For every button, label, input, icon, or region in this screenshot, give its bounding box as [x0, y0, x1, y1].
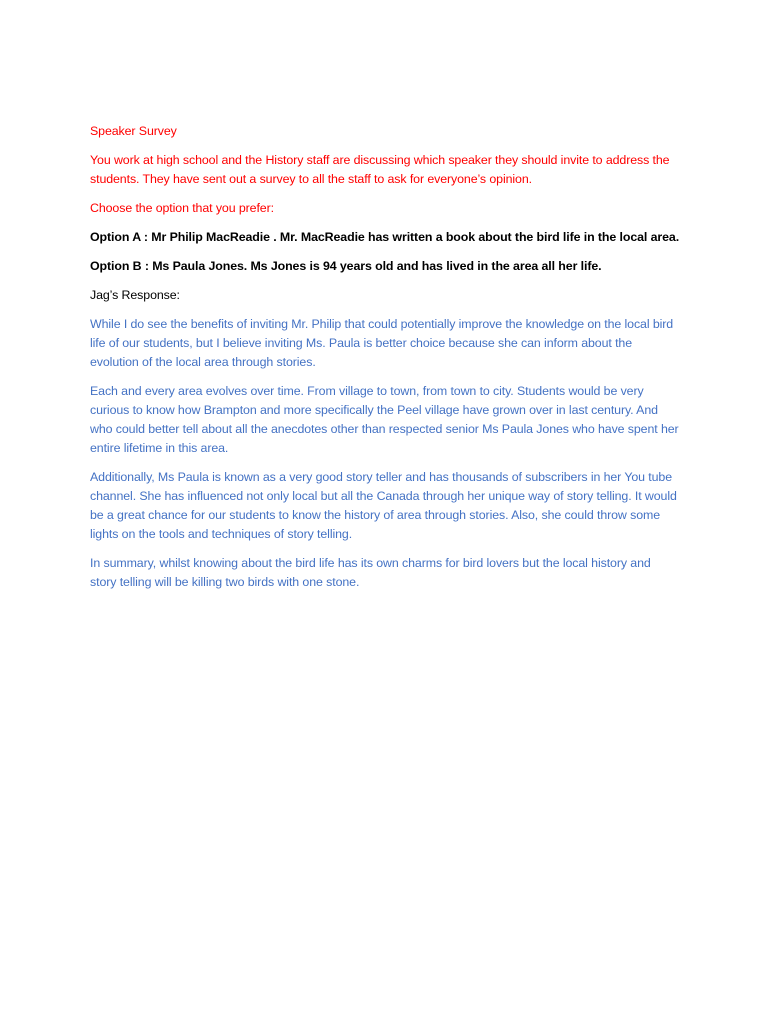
- response-paragraph-1: While I do see the benefits of inviting Mr. Philip that could potentially improve the knowledge on the local bird life of our students, but I believe inviting Ms. Paula is better choice because she can inform about the evolution of the local area through stories.: [90, 317, 674, 369]
- survey-instruction: Choose the option that you prefer:: [90, 201, 274, 215]
- response-label: Jag’s Response:: [90, 288, 180, 302]
- document-title: Speaker Survey: [90, 124, 177, 138]
- survey-intro: You work at high school and the History staff are discussing which speaker they should invite to address the students. They have sent out a survey to all the staff to ask for everyone’s opinion.: [90, 153, 670, 186]
- option-a: Option A : Mr Philip MacReadie . Mr. MacReadie has written a book about the bird life in the local area.: [90, 230, 680, 244]
- option-b: Option B : Ms Paula Jones. Ms Jones is 94 years old and has lived in the area all her life.: [90, 259, 602, 273]
- response-paragraph-4: In summary, whilst knowing about the bird life has its own charms for bird lovers but the local history and story telling will be killing two birds with one stone.: [90, 556, 651, 589]
- document-page: [90, 122, 680, 602]
- response-paragraph-3: Additionally, Ms Paula is known as a very good story teller and has thousands of subscribers in her You tube channel. She has influenced not only local but all the Canada through her unique way of story telling. It would be a great chance for our students to know the history of area through stories. Also, she could throw some lights on the tools and techniques of story telling.: [90, 470, 677, 541]
- response-paragraph-2: Each and every area evolves over time. From village to town, from town to city. Students would be very curious to know how Brampton and more specifically the Peel village have grown over in last century. And who could better tell about all the anecdotes other than respected senior Ms Paula Jones who have spent her entire lifetime in this area.: [90, 384, 679, 455]
